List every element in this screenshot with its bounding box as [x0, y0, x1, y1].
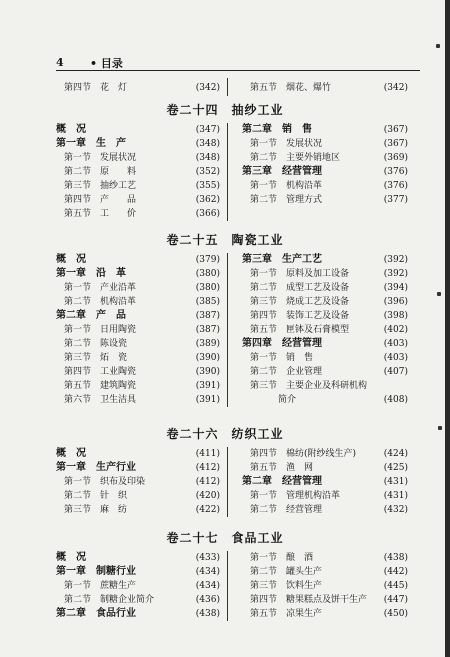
toc-section-row [56, 179, 220, 193]
toc-section-row [242, 503, 408, 517]
toc-chapter-row [56, 551, 220, 565]
column-divider [227, 253, 228, 407]
toc-page-ref: (387) [195, 325, 220, 335]
toc-section-row [242, 151, 408, 165]
toc-chapter-row [242, 253, 408, 267]
toc-section-row [56, 165, 220, 179]
toc-page-ref: (362) [195, 195, 220, 205]
toc-page-ref: (376) [383, 181, 408, 191]
toc-entry-label: 第五节 烟花、爆竹 [250, 83, 332, 93]
toc-page-ref: (369) [383, 153, 408, 163]
toc-section-row [242, 551, 408, 565]
toc-entry-label: 第二章 销 售 [242, 124, 312, 135]
toc-page-ref: (391) [195, 395, 220, 405]
toc-page-ref: (431) [383, 477, 408, 487]
toc-page-ref: (425) [383, 463, 408, 473]
toc-page-ref: (390) [195, 353, 220, 363]
toc-entry-label: 第三节 炻 瓷 [64, 353, 128, 363]
toc-entry-label: 第五节 建筑陶瓷 [64, 381, 137, 391]
toc-chapter-row [56, 253, 220, 267]
toc-entry-label: 第四节 装饰工艺及设备 [250, 311, 350, 321]
toc-page-ref: (433) [195, 553, 220, 563]
toc-page-ref: (355) [195, 181, 220, 191]
toc-page-ref: (438) [195, 609, 220, 619]
volume-heading: 卷二十五 陶瓷工业 [166, 233, 284, 247]
toc-entry-label: 概 况 [56, 254, 86, 265]
toc-section-row [56, 379, 220, 393]
toc-section-row [56, 207, 220, 221]
toc-section-row [242, 579, 408, 593]
toc-page-ref: (450) [383, 609, 408, 619]
toc-entry-label: 第四节 棉纺(附纱线生产) [250, 449, 357, 459]
toc-entry-label: 第二节 成型工艺及设备 [250, 283, 350, 293]
toc-page-ref: (377) [383, 195, 408, 205]
toc-section-row [56, 151, 220, 165]
toc-page-ref: (367) [383, 125, 408, 135]
toc-chapter-row [56, 267, 220, 281]
volume-heading: 卷二十六 纺织工业 [166, 427, 284, 441]
toc-entry-label: 第五节 匣钵及石膏模型 [250, 325, 350, 335]
toc-section-row [56, 323, 220, 337]
toc-page-ref: (445) [383, 581, 408, 591]
toc-entry-label: 第三节 饮料生产 [250, 581, 323, 591]
toc-chapter-row [56, 137, 220, 151]
toc-page-ref: (398) [383, 311, 408, 321]
toc-section-row [56, 393, 220, 407]
toc-page-ref: (366) [195, 209, 220, 219]
toc-page-ref: (434) [195, 567, 220, 577]
toc-chapter-row [56, 309, 220, 323]
running-title: • 目录 [90, 57, 123, 70]
toc-entry-label: 概 况 [56, 552, 86, 563]
toc-page-ref: (390) [195, 367, 220, 377]
toc-entry-label: 第五节 凉果生产 [250, 609, 323, 619]
toc-page-ref: (438) [383, 553, 408, 563]
toc-page-ref: (380) [195, 283, 220, 293]
toc-chapter-row [242, 123, 408, 137]
toc-entry-label: 第一节 管理机构沿革 [250, 491, 341, 501]
toc-page-ref: (408) [383, 395, 408, 405]
toc-entry-label: 第四节 产 品 [64, 195, 137, 205]
toc-entry-label: 第一节 销 售 [250, 353, 314, 363]
toc-section-row [242, 365, 408, 379]
toc-page-ref: (342) [195, 83, 220, 93]
toc-entry-label: 第一章 生产行业 [56, 462, 136, 473]
toc-page-ref: (347) [195, 125, 220, 135]
toc-page-ref: (407) [383, 367, 408, 377]
toc-entry-label: 第三节 主要企业及科研机构 [250, 381, 368, 391]
toc-section-row [242, 267, 408, 281]
toc-entry-label: 第二节 罐头生产 [250, 567, 323, 577]
scan-mark [437, 292, 441, 296]
toc-chapter-row [56, 565, 220, 579]
column-divider [227, 123, 228, 221]
toc-section-row [56, 489, 220, 503]
toc-entry-label: 第二节 陈设瓷 [64, 339, 128, 349]
toc-section-row [242, 565, 408, 579]
toc-page-ref: (389) [195, 339, 220, 349]
toc-chapter-row [56, 123, 220, 137]
column-divider [227, 551, 228, 621]
toc-page-ref: (396) [383, 297, 408, 307]
toc-entry-label: 第五节 渔 网 [250, 463, 314, 473]
toc-entry-label: 第一节 原料及加工设备 [250, 269, 350, 279]
toc-chapter-row [56, 607, 220, 621]
toc-entry-label: 第二节 原 料 [64, 167, 137, 177]
toc-section-row [242, 309, 408, 323]
toc-entry-label: 第一节 机构沿革 [250, 181, 323, 191]
toc-page-ref: (391) [195, 381, 220, 391]
toc-entry-label: 第二章 产 品 [56, 310, 126, 321]
toc-section-row [242, 607, 408, 621]
toc-page-ref: (392) [383, 269, 408, 279]
toc-page-ref: (380) [195, 269, 220, 279]
toc-entry-label: 第一章 生 产 [56, 138, 126, 149]
toc-section-row [242, 489, 408, 503]
toc-entry-label: 第二章 食品行业 [56, 608, 136, 619]
toc-section-row [56, 365, 220, 379]
toc-chapter-row [56, 447, 220, 461]
toc-entry-label: 第一章 沿 革 [56, 268, 126, 279]
toc-page-ref: (432) [383, 505, 408, 515]
toc-page-ref: (352) [195, 167, 220, 177]
toc-chapter-row [242, 165, 408, 179]
toc-entry-label: 第四节 糖果糕点及饼干生产 [250, 595, 368, 605]
toc-section-row [56, 593, 220, 607]
toc-page-ref: (385) [195, 297, 220, 307]
toc-section-row [56, 579, 220, 593]
toc-page-ref: (403) [383, 339, 408, 349]
toc-entry-label: 第一节 发展状况 [250, 139, 323, 149]
toc-section-row [242, 179, 408, 193]
toc-entry-label: 第二节 机构沿革 [64, 297, 137, 307]
toc-page-ref: (412) [195, 463, 220, 473]
toc-entry-label: 第二章 经营管理 [242, 476, 322, 487]
toc-section-row [242, 137, 408, 151]
toc-section-row [242, 281, 408, 295]
toc-entry-label: 概 况 [56, 124, 86, 135]
toc-entry-label: 第一节 产业沿革 [64, 283, 137, 293]
toc-entry-label: 第四节 花 灯 [64, 83, 128, 93]
toc-section-row [56, 475, 220, 489]
toc-entry-label: 第二节 经营管理 [250, 505, 323, 515]
toc-section-row [242, 593, 408, 607]
toc-entry-label: 第二节 制糖企业简介 [64, 595, 155, 605]
toc-section-row [56, 351, 220, 365]
toc-entry-label: 第二节 针 织 [64, 491, 128, 501]
page-number: 4 [56, 56, 64, 69]
toc-section-row [56, 337, 220, 351]
toc-section-row [56, 281, 220, 295]
toc-section-row [242, 193, 408, 207]
toc-entry-label: 第三章 生产工艺 [242, 254, 322, 265]
toc-section-row [242, 379, 408, 393]
toc-page-ref: (424) [383, 449, 408, 459]
toc-entry-label: 第三节 抽纱工艺 [64, 181, 137, 191]
toc-page-ref: (422) [195, 505, 220, 515]
toc-page-ref: (412) [195, 477, 220, 487]
toc-entry-label: 简介 [278, 395, 297, 405]
toc-section-row [242, 461, 408, 475]
toc-entry-label: 第三节 麻 纺 [64, 505, 128, 515]
toc-chapter-row [242, 337, 408, 351]
toc-section-row [242, 323, 408, 337]
toc-section-row [242, 81, 408, 95]
toc-page-ref: (402) [383, 325, 408, 335]
toc-entry-label: 第三章 经营管理 [242, 166, 322, 177]
toc-page-ref: (447) [383, 595, 408, 605]
toc-page-ref: (434) [195, 581, 220, 591]
toc-section-row [242, 351, 408, 365]
toc-section-row [242, 447, 408, 461]
toc-entry-label: 第二节 主要外销地区 [250, 153, 341, 163]
toc-page-ref: (411) [195, 449, 220, 459]
toc-section-row [56, 81, 220, 95]
toc-entry-label: 第一节 酿 酒 [250, 553, 314, 563]
toc-page-ref: (431) [383, 491, 408, 501]
toc-section-row [242, 295, 408, 309]
toc-entry-label: 第四节 工业陶瓷 [64, 367, 137, 377]
toc-entry-label: 第一节 发展状况 [64, 153, 137, 163]
toc-section-row [56, 503, 220, 517]
toc-page-ref: (394) [383, 283, 408, 293]
toc-page-ref: (403) [383, 353, 408, 363]
toc-entry-label: 第五节 工 价 [64, 209, 137, 219]
toc-entry-label: 第六节 卫生洁具 [64, 395, 137, 405]
toc-page-ref: (387) [195, 311, 220, 321]
scan-mark [436, 44, 440, 48]
toc-page-ref: (442) [383, 567, 408, 577]
toc-entry-label: 第二节 企业管理 [250, 367, 323, 377]
toc-entry-label: 第四章 经营管理 [242, 338, 322, 349]
toc-page-ref: (392) [383, 255, 408, 265]
header-rule [56, 70, 420, 71]
toc-chapter-row [56, 461, 220, 475]
toc-page-ref: (342) [383, 83, 408, 93]
toc-entry-label: 第三节 烧成工艺及设备 [250, 297, 350, 307]
toc-entry-label: 概 况 [56, 448, 86, 459]
toc-page-ref: (379) [195, 255, 220, 265]
volume-heading: 卷二十四 抽纱工业 [166, 103, 284, 117]
toc-section-row [56, 193, 220, 207]
toc-entry-label: 第一章 制糖行业 [56, 566, 136, 577]
toc-entry-label: 第一节 蔗糖生产 [64, 581, 137, 591]
toc-section-row [56, 295, 220, 309]
toc-page-ref: (436) [195, 595, 220, 605]
toc-section-row [242, 393, 408, 407]
toc-page-ref: (348) [195, 139, 220, 149]
column-divider [227, 78, 228, 96]
column-divider [227, 447, 228, 517]
toc-page-ref: (376) [383, 167, 408, 177]
toc-page-ref: (348) [195, 153, 220, 163]
toc-entry-label: 第一节 织布及印染 [64, 477, 146, 487]
toc-entry-label: 第一节 日用陶瓷 [64, 325, 137, 335]
toc-page-ref: (367) [383, 139, 408, 149]
toc-chapter-row [242, 475, 408, 489]
volume-heading: 卷二十七 食品工业 [166, 531, 284, 545]
scan-edge [445, 0, 450, 657]
toc-page-ref: (420) [195, 491, 220, 501]
toc-entry-label: 第二节 管理方式 [250, 195, 323, 205]
